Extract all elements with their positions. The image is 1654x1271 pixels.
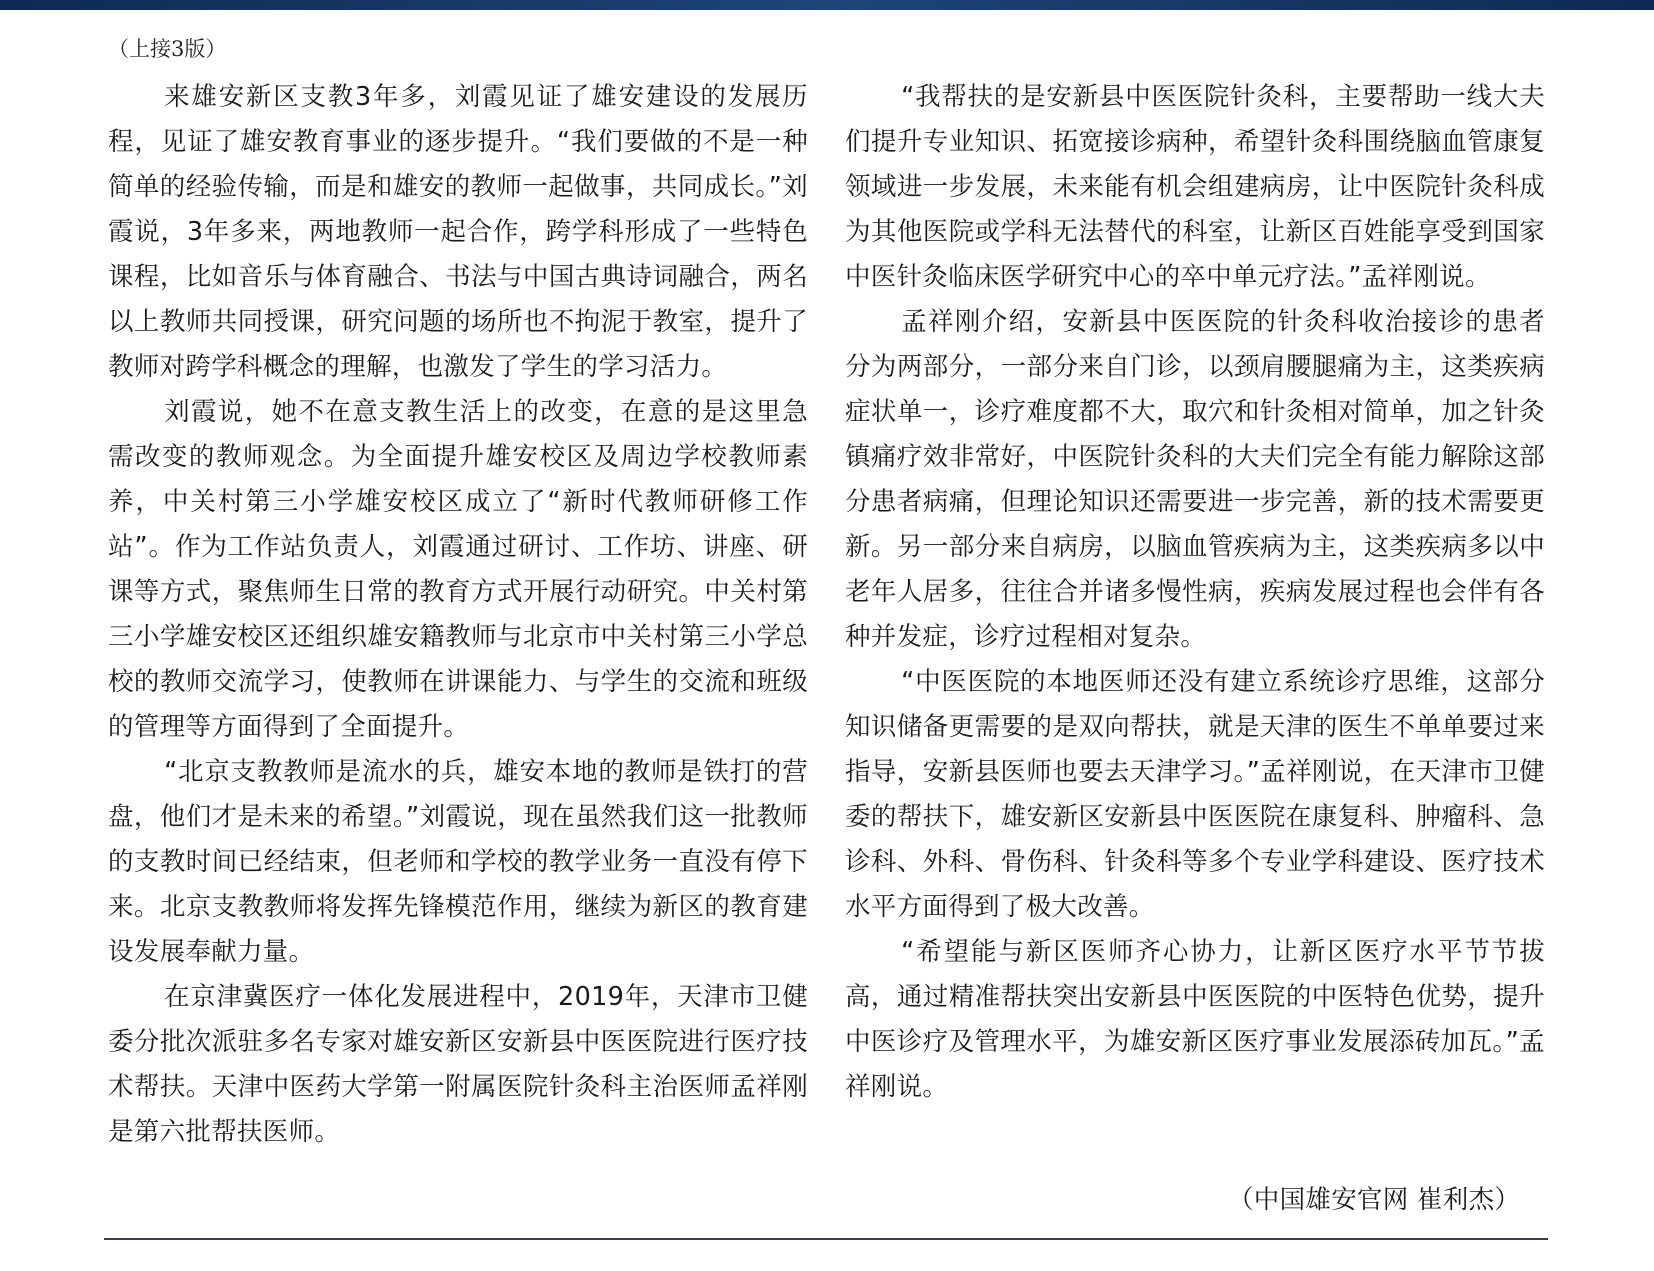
paragraph: 来雄安新区支教3年多，刘霞见证了雄安建设的发展历程，见证了雄安教育事业的逐步提升。“我们要做的不是一种简单的经验传输，而是和雄安的教师一起做事，共同成长。”刘霞说，3年多来，两地教师一起合作，跨学科形成了一些特色课程，比如音乐与体育融合、书法与中国古典诗词融合，两名以上教师共同授课，研究问题的场所也不拘泥于教室，提升了教师对跨学科概念的理解，也激发了学生的学习活力。 [108, 82, 808, 382]
top-color-bar [0, 0, 1654, 10]
paragraph: 刘霞说，她不在意支教生活上的改变，在意的是这里急需改变的教师观念。为全面提升雄安校区及周边学校教师素养，中关村第三小学雄安校区成立了“新时代教师研修工作站”。作为工作站负责人，刘霞通过研讨、工作坊、讲座、研课等方式，聚焦师生日常的教育方式开展行动研究。中关村第三小学雄安校区还组织雄安籍教师与北京市中关村第三小学总校的教师交流学习，使教师在讲课能力、与学生的交流和班级的管理等方面得到了全面提升。 [108, 397, 808, 742]
paragraph: “希望能与新区医师齐心协力，让新区医疗水平节节拔高，通过精准帮扶突出安新县中医医院的中医特色优势，提升中医诊疗及管理水平，为雄安新区医疗事业发展添砖加瓦。”孟祥刚说。 [845, 937, 1545, 1102]
paragraph: “中医医院的本地医师还没有建立系统诊疗思维，这部分知识储备更需要的是双向帮扶，就是天津的医生不单单要过来指导，安新县医师也要去天津学习。”孟祥刚说，在天津市卫健委的帮扶下，雄安新区安新县中医医院在康复科、肿瘤科、急诊科、外科、骨伤科、针灸科等多个专业学科建设、医疗技术水平方面得到了极大改善。 [845, 667, 1545, 922]
source-byline: （中国雄安官网 崔利杰） [1228, 1185, 1521, 1215]
paragraph: 在京津冀医疗一体化发展进程中，2019年，天津市卫健委分批次派驻多名专家对雄安新区安新县中医医院进行医疗技术帮扶。天津中医药大学第一附属医院针灸科主治医师孟祥刚是第六批帮扶医师。 [108, 982, 808, 1147]
paragraph: 孟祥刚介绍，安新县中医医院的针灸科收治接诊的患者分为两部分，一部分来自门诊，以颈肩腰腿痛为主，这类疾病症状单一，诊疗难度都不大，取穴和针灸相对简单，加之针灸镇痛疗效非常好，中医院针灸科的大夫们完全有能力解除这部分患者病痛，但理论知识还需要进一步完善，新的技术需要更新。另一部分来自病房，以脑血管疾病为主，这类疾病多以中老年人居多，往往合并诸多慢性病，疾病发展过程也会伴有各种并发症，诊疗过程相对复杂。 [845, 307, 1545, 652]
left-article-column [108, 75, 808, 1155]
paragraph: “我帮扶的是安新县中医医院针灸科，主要帮助一线大夫们提升专业知识、拓宽接诊病种，希望针灸科围绕脑血管康复领域进一步发展，未来能有机会组建病房，让中医院针灸科成为其他医院或学科无法替代的科室，让新区百姓能享受到国家中医针灸临床医学研究中心的卒中单元疗法。”孟祥刚说。 [845, 82, 1545, 292]
right-article-column [845, 75, 1545, 1110]
paragraph: “北京支教教师是流水的兵，雄安本地的教师是铁打的营盘，他们才是未来的希望。”刘霞说，现在虽然我们这一批教师的支教时间已经结束，但老师和学校的教学业务一直没有停下来。北京支教教师将发挥先锋模范作用，继续为新区的教育建设发展奉献力量。 [108, 757, 808, 967]
continued-from-label: （上接3版） [108, 37, 227, 61]
bottom-divider [104, 1238, 1548, 1240]
